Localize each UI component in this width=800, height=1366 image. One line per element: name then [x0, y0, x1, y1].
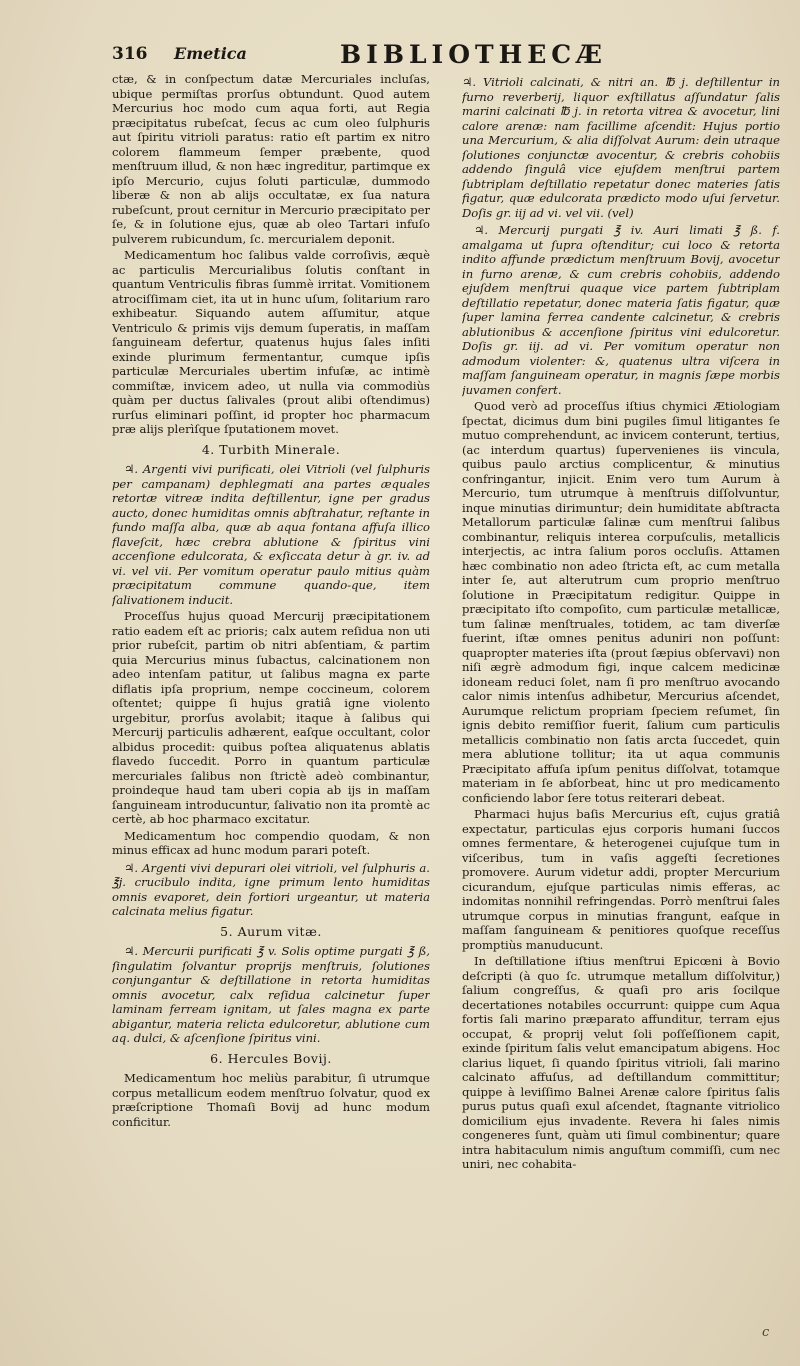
paragraph: Quod verò ad proceſſus iſtius chymici Ætiologiam ſpectat, dicimus dum bini pugiles ſimul litigantes ſe mutuo comprehendunt, ac invicem conterunt, tertius, (ac interdum quartus) ſupervenienes iis vincula, quibus paulo arctius complicentur, & minutius confringantur, injicit. Enim vero tum Aurum à Mercurio, tum utrumque à menſtruis diſſolvuntur, inque minutias dirimuntur; dein humiditate abſtracta Metallorum particulæ ſalinæ cum menſtrui ſalibus combinantur, reliquis interea corpuſculis, metallicis interjectis, ac intra ſalium poros occluſis. Attamen hæc combinatio non adeo ſtricta eſt, ac cum metalla inter ſe, aut alterutrum cum proprio menſtruo ſolutione in Præcipitatum redigitur. Quippe in præcipitato iſto compoſito, cum particulæ metallicæ, tum ſalinæ menſtruales, totidem, ac tam diverſæ fuerint, iſtæ omnes penitus aduniri non poſſunt: quapropter materies iſta (prout ſæpius obſervavi) non niſi ægrè admodum figi, inque calcem medicinæ idoneam reduci ſolet, nam ſi pro menſtruo avocando calor nimis intenſus adhibetur, Mercurius aſcendet, Aurumque relictum propriam ſpeciem reſumet, ſin ignis debito remiſſior fuerit, ſalium cum particulis metallicis combinatio non ſatis arcta ſuccedet, quin mera ablutione tollitur; ita ut aqua communis Præcipitato affuſa ipſum penitus diſſolvat, totamque materiam in ſe abſorbeat, hinc ut pro medicamento conficiendo labor ſere totus reiterari debeat. — [462, 399, 780, 805]
paragraph: Medicamentum hoc meliùs parabitur, ſi utrumque corpus metallicum eodem menſtruo ſolvatur, quod ex præſcriptione Thomaſi Bovij ad hunc modum conficitur. — [112, 1071, 430, 1129]
running-head: Emetica — [174, 44, 247, 63]
recipe-paragraph: ♃. Vitrioli calcinati, & nitri an. ℔ j. deſtillentur in furno reverberij, liquor exſtillatus aſſundatur ſalis marini calcinati ℔ j. in retorta vitrea & avocetur, lini calore arenæ: nam facillime aſcendit: Hujus portio una Mercurium, & alia diſſolvat Aurum: dein utraque ſolutiones conjunctæ avocentur, & crebris cohobiis addendo ſingulâ vice ejuſdem menſtrui partem ſubtriplam deſtillatio repetatur donec materies ſatis figatur, quæ edulcorata prædicto modo uſui ſervetur. Doſis gr. iij ad vi. vel vii. (vel) — [462, 75, 780, 220]
recipe-paragraph: ♃. Argenti vivi purificati, olei Vitrioli (vel ſulphuris per campanam) dephlegmati ana partes æquales retortæ vitreæ indita deſtillentur, igne per gradus aucto, donec humiditas omnis abſtrahatur, reſtante in fundo maſſa alba, quæ ab aqua fontana affuſa illico flaveſcit, hæc crebra ablutione & ſpiritus vini accenſione edulcorata, & exſiccata detur à gr. iv. ad vi. vel vii. Per vomitum operatur paulo mitius quàm præcipitatum commune quando-que, item ſalivationem inducit. — [112, 462, 430, 607]
page-title: BIBLIOTHECÆ — [340, 40, 608, 69]
section-heading: 4. Turbith Minerale. — [201, 441, 341, 457]
section-heading: 6. Hercules Bovij. — [210, 1050, 332, 1066]
paragraph: Medicamentum hoc compendio quodam, & non minus efficax ad hunc modum parari poteſt. — [112, 828, 430, 857]
page-number: 316 — [112, 44, 148, 64]
paragraph: Medicamentum hoc ſalibus valde corroſivis, æquè ac particulis Mercurialibus ſolutis conſtant in quantum Ventriculis fibras ſummè irritat. Vomitionem atrociſſimam ciet, ita ut in hunc uſum, ſolitarium raro exhibeatur. Siquando autem aſſumitur, atque Ventriculo & primis vijs demum ſuperatis, in maſſam ſanguineam defertur, quatenus hujus ſales inſiti exinde plurimum fermentantur, cumque ipſis particulæ Mercuriales ubertim infuſæ, ac intimè commiſtæ, invicem adeo, ut nulla via commodiùs quàm per ductus ſalivales (prout alibi oſtendimus) rurſus eliminari poſſint, id propter hoc pharmacum præ alijs plerìſque ſputationem movet. — [112, 248, 430, 436]
recipe-paragraph: ♃. Mercurij purgati ℥ iv. Auri limati ℥ ß. f. amalgama ut ſupra oſtenditur; cui loco & retorta indito affunde prædictum menſtruum Bovij, avocetur in furno arenæ, & cum crebris cohobiis, addendo ejuſdem menſtrui quaque vice partem ſubtriplam deſtillatio repetatur, donec materia ſatis figatur, quæ ſuper lamina ferrea candente calcinetur, & crebris ablutionibus & accenſione ſpiritus vini edulcoretur. Doſis gr. iij. ad vi. Per vomitum operatur non admodum violenter: &, quatenus ultra viſcera in maſſam ſanguineam operatur, in magnis ſæpe morbis juvamen confert. — [462, 223, 780, 397]
page-header — [112, 42, 768, 72]
right-column — [462, 72, 780, 1352]
paragraph: Pharmaci hujus baſis Mercurius eſt, cujus gratiâ expectatur, particulas ejus corporis humani ſuccos omnes fermentare, & heterogenei cujuſque tum in viſceribus, tum in vaſis aggeſti ſecretiones promovere. Aurum videtur addi, propter Mercurium cicurandum, ejuſque particulas nimis efferas, ac indomitas nonnihil refringendas. Porrò menſtrui ſales utrumque corpus in minutias frangunt, eaſque in maſſam ſanguineam & penitiores quoſque receſſus promptiùs manuducunt. — [462, 807, 780, 952]
recipe-paragraph: ♃. Argenti vivi depurari olei vitrioli, vel ſulphuris a. ℥j. crucibulo indita, igne primum lento humiditas omnis evaporet, dein fortiori urgeantur, ut materia calcinata melius figatur. — [112, 860, 430, 918]
margin-note: c — [762, 1325, 770, 1340]
recipe-paragraph: ♃. Mercurii purificati ℥ v. Solis optime purgati ℥ ß, ſingulatim ſolvantur proprijs menſtruis, ſolutiones conjungantur & deſtillatione in retorta humiditas omnis avocetur, calx reſidua calcinetur ſuper laminam ferream ignitam, ut ſales magna ex parte abigantur, materia relicta edulcoretur, ablutione cum aq. dulci, & aſcenſione ſpiritus vini. — [112, 944, 430, 1045]
section-heading: 5. Aurum vitæ. — [220, 923, 322, 939]
left-column — [112, 72, 430, 1352]
paragraph: Proceſſus hujus quoad Mercurij præcipitationem ratio eadem eſt ac prioris; calx autem reſidua non uti prior rubeſcit, partim ob nitri abſentiam, & partim quia Mercurius minus ſubactus, calcinationem non adeo intenſam patitur, ut ſalibus magna ex parte diflatis ipſa proprium, nempe coccineum, colorem oſtentet; quippe ſi hujus gratiâ igne violento urgebitur, prorſus avolabit; itaque à ſalibus qui Mercurij particulis adhærent, eaſque occultant, color albidus procedit: quibus poſtea aliquatenus ablatis flavedo ſuccedit. Porro in quantum particulæ mercuriales ſalibus non ſtrictè adeò combinantur, proindeque haud tam uberi copia ab ijs in maſſam ſanguineam introducuntur, ſalivatio non ita promtè ac certè, ab hoc pharmaco excitatur. — [112, 609, 430, 826]
paragraph: In deſtillatione iſtius menſtrui Epicœni à Bovio deſcripti (à quo ſc. utrumque metallum diſſolvitur,) ſalium congreſſus, & quaſi pro aris ſocilque decertationes notabiles occurrunt: quippe cum Aqua fortis ſali marino præparato affunditur, terram ejus occupat, & proprij velut ſoli poſſeſſionem capit, exinde ſpiritum ſalis velut emancipatum abigens. Hoc clarius liquet, ſi quando ſpiritus vitrioli, ſali marino calcinato affuſus, ad deſtillandum committitur; quippe à leviſſimo Balnei Arenæ calore ſpiritus ſalis purus putus quaſi exul aſcendet, ſtagnante vitriolico domicilium ejus invadente. Revera hi ſales nimis congeneres ſunt, quàm uti ſimul combinentur; quare intra habitaculum nimis anguſtum commiſſi, cum nec uniri, nec cohabita- — [462, 954, 780, 1171]
paragraph: ctæ, & in conſpectum datæ Mercuriales incluſas, ubique permiſtas prorſus obtundunt. Quod autem Mercurius hoc modo cum aqua forti, aut Regia præcipitatus rubeſcat, ſecus ac cum oleo ſulphuris aut ſpiritu vitrioli paratus: ratio eſt partim ex nitro colorem flammeum ſemper præbente, quod menſtruum illud, & non hæc ingreditur, partimque ex ipſo Mercurio, cujus ſoluti particulæ, dummodo liberæ & non ab alijs occultatæ, ex ſua natura rubeſcunt, prout cernitur in Mercurio præcipitato per ſe, & in ſolutione ejus, quæ ab oleo Tartari infuſo pulverem rubicundum, ſc. mercurialem deponit. — [112, 72, 430, 246]
